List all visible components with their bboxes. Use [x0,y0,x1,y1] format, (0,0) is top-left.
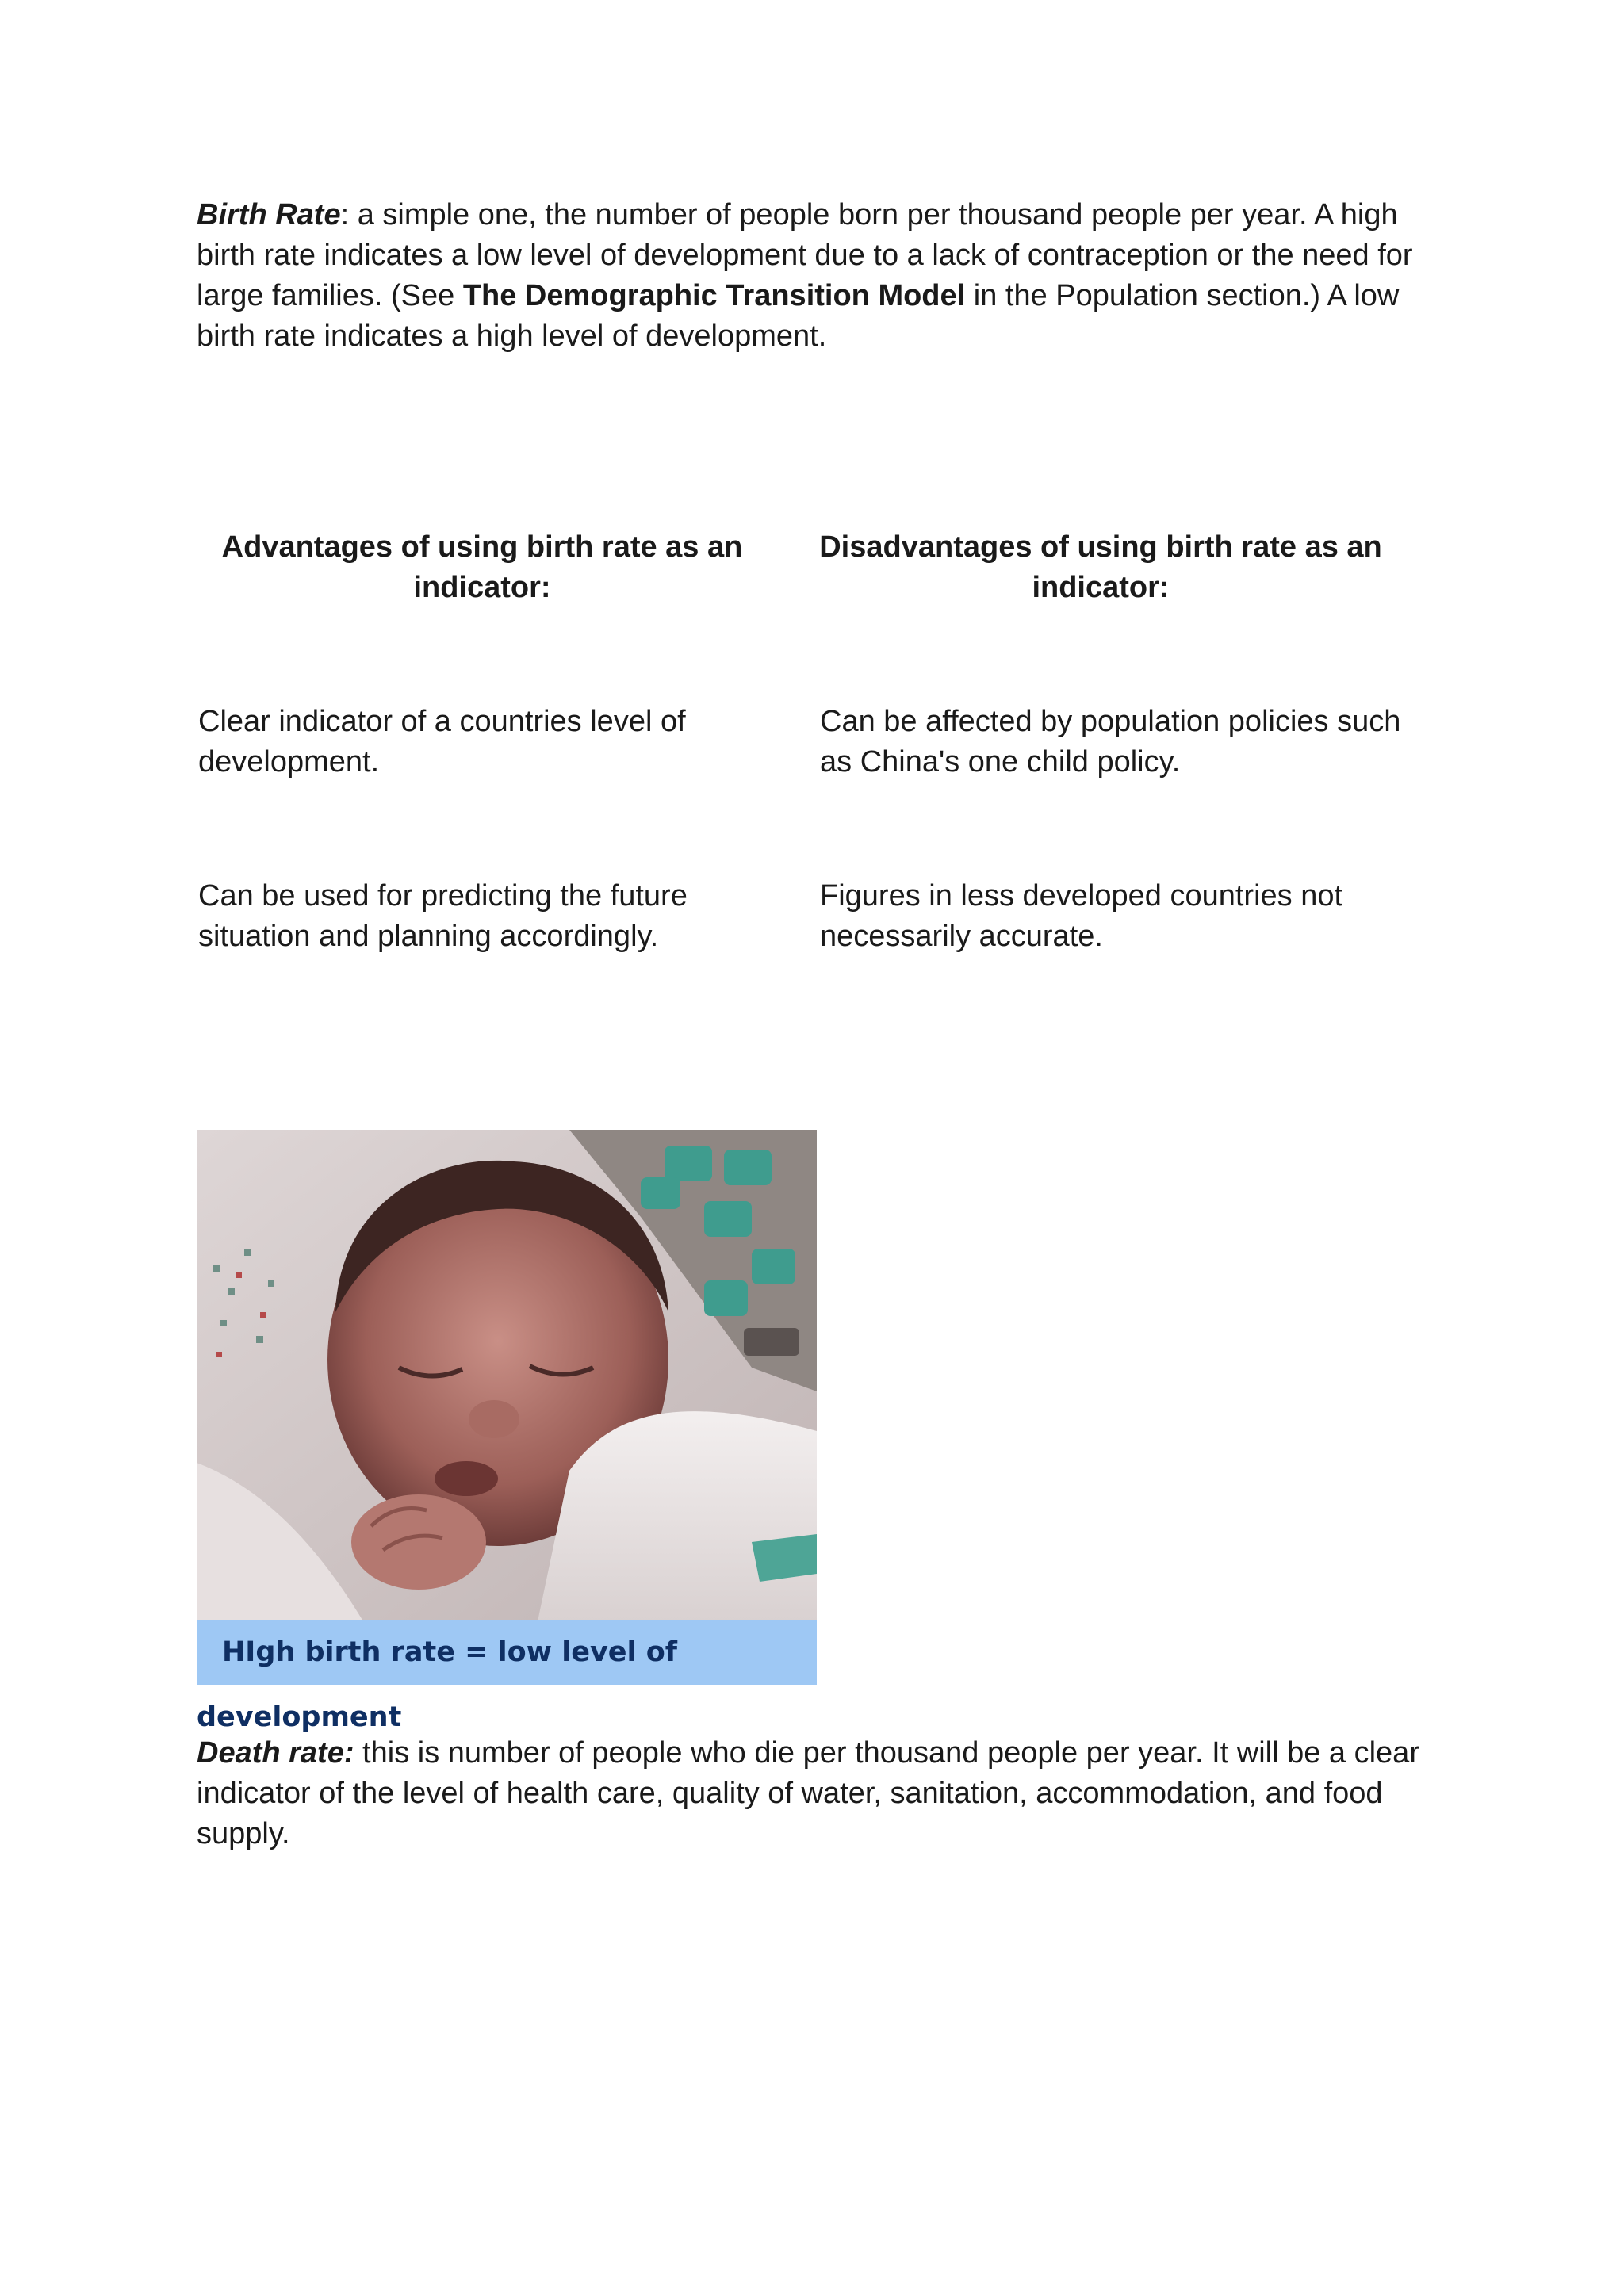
disadvantage-cell: Can be affected by population policies such as China's one child policy. [820,705,1401,779]
birth-rate-paragraph [197,195,1434,357]
newborn-baby-photo [197,1130,817,1733]
advantages-heading: Advantages of using birth rate as an indicator: [221,530,743,604]
birth-rate-term: Birth Rate [197,198,341,232]
death-rate-term: Death rate: [197,1736,354,1770]
newborn-illustration [197,1130,817,1621]
birth-rate-text-part-2: in the Population section.) A low birth rate indicates a high level of development. [197,279,1400,353]
death-rate-paragraph [197,1733,1434,1854]
demographic-transition-reference: The Demographic Transition Model [462,279,966,312]
death-rate-text: this is number of people who die per thousand people per year. It will be a clear indicator of the level of health care, quality of water, sanitation, accommodation, and food supply. [197,1736,1419,1850]
photo-caption: HIgh birth rate = low level of development [197,1620,817,1685]
disadvantage-cell: Figures in less developed countries not necessarily accurate. [820,879,1343,953]
birth-rate-text-part-1: : a simple one, the number of people born per thousand people per year. A high birth rate indicates a low level of development due to a lack of contraception or the need for large families. (See [197,198,1413,312]
disadvantages-heading: Disadvantages of using birth rate as an indicator: [819,530,1382,604]
advantage-cell: Clear indicator of a countries level of development. [198,705,686,779]
advantage-cell: Can be used for predicting the future situation and planning accordingly. [198,879,688,953]
